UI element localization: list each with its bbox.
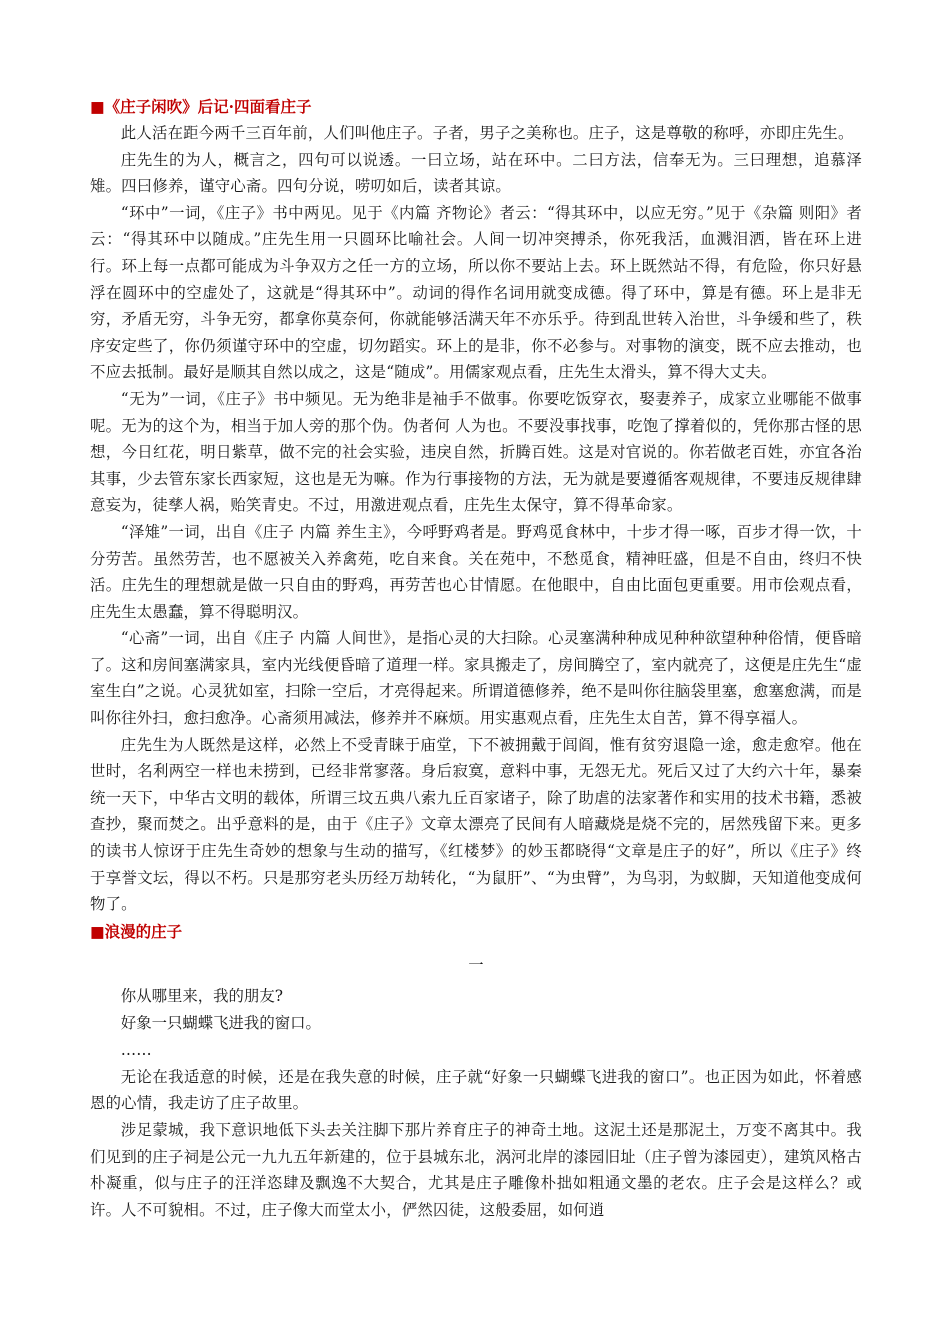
poem-line: 好象一只蝴蝶飞进我的窗口。: [120, 1013, 321, 1032]
paragraph: 涉足蒙城，我下意识地低下头去关注脚下那片养育庄子的神奇土地。这泥土还是那泥土，万变不离其中。我们见到的庄子祠是公元一九九五年新建的，位于县城东北，涡河北岸的漆园旧址（庄子曾为漆园吏），建筑风格古朴凝重，似与庄子的汪洋恣肆及飘逸不大契合，尤其是庄子雕像朴拙如粗通文墨的老农。庄子会是这样么？或许。人不可貌相。不过，庄子像大而堂太小，俨然囚徒，这般委屈，如何逍: [90, 1121, 862, 1219]
paragraph: “心斋”一词，出自《庄子 内篇 人间世》，是指心灵的大扫除。心灵塞满种种成见种种欲望种种俗情，便昏暗了。这和房间塞满家具，室内光线便昏暗了道理一样。家具搬走了，房间腾空了，室内就亮了，这便是庄先生“虚室生白”之说。心灵犹如室，扫除一空后，才亮得起来。所谓道德修养，绝不是叫你往脑袋里塞，愈塞愈满，而是叫你往外扫，愈扫愈净。心斋须用减法，修养并不麻烦。用实惠观点看，庄先生太自苦，算不得享福人。: [90, 629, 863, 728]
paragraph: 此人活在距今两千三百年前，人们叫他庄子。子者，男子之美称也。庄子，这是尊敬的称呼，亦即庄先生。: [120, 124, 854, 142]
poem-line: 你从哪里来，我的朋友?: [120, 986, 283, 1005]
paragraph: 庄先生的为人，概言之，四句可以说透。一曰立场，站在环中。二曰方法，信奉无为。三曰理想，追慕泽雉。四曰修养，谨守心斋。四句分说，唠叨如后，读者其谅。: [90, 150, 862, 196]
document-page: [90, 93, 862, 1223]
paragraph: 庄先生为人既然是这样，必然上不受青睐于庙堂，下不被拥戴于闾阎，惟有贫穷退隐一途，愈走愈窄。他在世时，名利两空一样也未捞到，已经非常寥落。身后寂寞，意料中事，无怨无尤。死后又过了大约六十年，暴秦统一天下，中华古文明的载体，所谓三坟五典八索九丘百家诸子，除了助虐的法家著作和实用的技术书籍，悉被查抄，聚而焚之。出乎意料的是，由于《庄子》文章太漂亮了民间有人暗藏烧是烧不完的，居然残留下来。更多的读书人惊讶于庄先生奇妙的想象与生动的描写，《红楼梦》的妙玉都晓得“文章是庄子的好”，所以《庄子》终于享誉文坛，得以不朽。只是那穷老头历经万劫转化，“为鼠肝”、“为虫臂”，为鸟羽，为蚁脚，天知道他变成何物了。: [90, 735, 862, 914]
paragraph: “泽雉”一词，出自《庄子 内篇 养生主》，今呼野鸡者是。野鸡觅食林中，十步才得一啄，百步才得一饮，十分劳苦。虽然劳苦，也不愿被关入养禽苑，吃自来食。关在苑中，不愁觅食，精神旺盛，但是不自由，终归不快活。庄先生的理想就是做一只自由的野鸡，再劳苦也心甘情愿。在他眼中，自由比面包更重要。用市侩观点看，庄先生太愚蠢，算不得聪明汉。: [90, 522, 862, 621]
paragraph: “无为”一词，《庄子》书中频见。无为绝非是袖手不做事。你要吃饭穿衣，娶妻养子，成家立业哪能不做事呢。无为的这个为，相当于加人旁的那个伪。伪者何 人为也。不要没事找事，吃饱了撑着似的，凭你那古怪的思想，今日红花，明日紫草，做不完的社会实验，违戾自然，折腾百姓。这是对官说的。你若做老百姓，亦宜各治其事，少去管东家长西家短，这也是无为嘛。作为行事接物的方法，无为就是要遵循客观规律，不要违反规律肆意妄为，徒孳人祸，贻笑青史。不过，用激进观点看，庄先生太保守，算不得革命家。: [90, 389, 862, 515]
paragraph: “环中”一词，《庄子》书中两见。见于《内篇 齐物论》者云：“得其环中，以应无穷。”见于《杂篇 则阳》者云：“得其环中以随成。”庄先生用一只圆环比喻社会。人间一切冲突搏杀，你死我活，血溅泪洒，皆在环上进行。环上每一点都可能成为斗争双方之任一方的立场，所以你不要站上去。环上既然站不得，有危险，你只好悬浮在圆环中的空虚处了，这就是“得其环中”。动词的得作名词用就变成德。得了环中，算是有德。环上是非无穷，矛盾无穷，斗争无穷，都拿你莫奈何，你就能够活满天年不亦乐乎。待到乱世转入治世，斗争缓和些了，秩序安定些了，你仍须谨守环中的空虚，切勿蹈实。环上的是非，你不必参与。对事物的演变，既不应去推动，也不应去抵制。最好是顺其自然以成之，这是“随成”。用儒家观点看，庄先生太滑头，算不得大丈夫。: [90, 203, 862, 382]
section-heading-postscript: ■《庄子闲吹》后记·四面看庄子: [90, 97, 312, 116]
paragraph: 无论在我适意的时候，还是在我失意的时候，庄子就“好象一只蝴蝶飞进我的窗口”。也正因为如此，怀着感恩的心情，我走访了庄子故里。: [90, 1067, 862, 1113]
poem-ellipsis: ……: [120, 1040, 152, 1059]
section-number: 一: [468, 955, 484, 974]
section-heading-romantic: ■浪漫的庄子: [90, 921, 183, 941]
